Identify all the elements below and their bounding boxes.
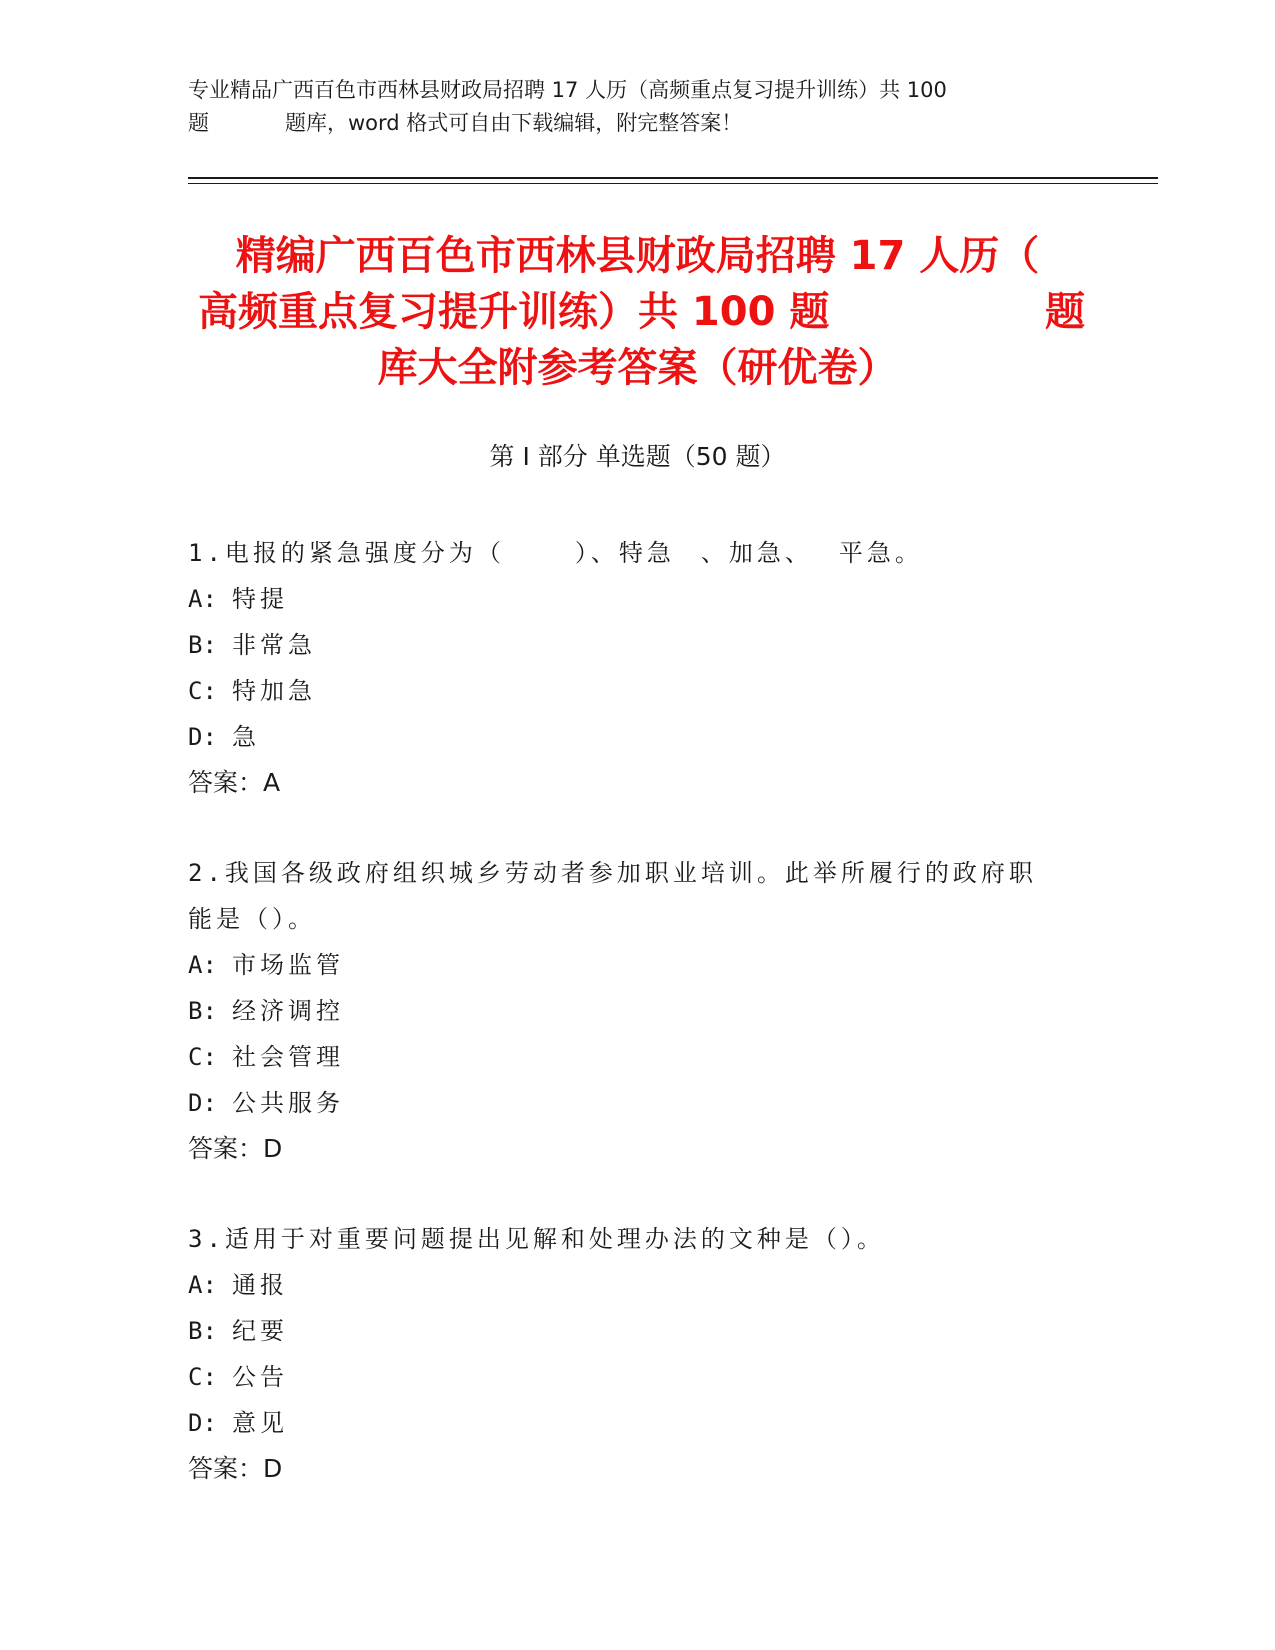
question-1-option-a	[188, 576, 1088, 622]
option-letter: A:	[188, 1271, 217, 1299]
title-line-1: 精编广西百色市西林县财政局招聘 17 人历（	[235, 233, 1040, 279]
option-text: 通报	[232, 1271, 288, 1299]
question-3-option-b	[188, 1308, 1088, 1354]
title-line-3: 库大全附参考答案（研优卷）	[377, 345, 898, 391]
question-2-stem-line-1: 2.我国各级政府组织城乡劳动者参加职业培训。此举所履行的政府职	[188, 859, 1037, 887]
option-letter: C:	[188, 1363, 217, 1391]
header-line-2	[188, 107, 1068, 140]
header-rule-thick	[188, 177, 1158, 179]
question-1-stem-part-c: 、加急、	[700, 539, 813, 567]
option-letter: D:	[188, 1089, 217, 1117]
option-letter: B:	[188, 631, 217, 659]
option-text: 公告	[232, 1363, 288, 1391]
option-letter: B:	[188, 1317, 217, 1345]
title-line-2	[180, 284, 1095, 340]
question-1-option-b	[188, 622, 1088, 668]
option-text: 公共服务	[232, 1089, 344, 1117]
question-2	[188, 850, 1088, 1172]
title-line-2-main: 高频重点复习提升训练）共 100 题	[198, 289, 830, 335]
question-list	[188, 530, 1088, 1536]
question-3-option-c	[188, 1354, 1088, 1400]
question-2-answer: 答案：D	[188, 1134, 283, 1163]
question-1-option-c	[188, 668, 1088, 714]
header-line-2-start: 题	[188, 111, 209, 135]
option-letter: C:	[188, 677, 217, 705]
option-text: 特提	[232, 585, 288, 613]
question-3-stem-line-1: 3.适用于对重要问题提出见解和处理办法的文种是（）。	[188, 1225, 885, 1253]
question-3-answer: 答案：D	[188, 1454, 283, 1483]
option-text: 非常急	[232, 631, 316, 659]
question-1-stem-part-b: ）、特急	[574, 539, 675, 567]
document-title	[180, 228, 1095, 396]
option-text: 急	[232, 723, 260, 751]
option-letter: D:	[188, 1409, 217, 1437]
section-title: 第 I 部分 单选题（50 题）	[489, 442, 786, 471]
option-text: 纪要	[232, 1317, 288, 1345]
question-1-stem	[188, 530, 1088, 576]
option-text: 社会管理	[232, 1043, 344, 1071]
question-2-option-c	[188, 1034, 1088, 1080]
title-line-2-end: 题	[1045, 289, 1085, 335]
header-line-2-end: 题库，word 格式可自由下载编辑，附完整答案！	[285, 111, 743, 135]
question-3	[188, 1216, 1088, 1492]
option-letter: D:	[188, 723, 217, 751]
question-1	[188, 530, 1088, 806]
option-text: 经济调控	[232, 997, 344, 1025]
option-text: 意见	[232, 1409, 288, 1437]
option-letter: C:	[188, 1043, 217, 1071]
option-letter: A:	[188, 951, 217, 979]
option-text: 市场监管	[232, 951, 344, 979]
option-letter: B:	[188, 997, 217, 1025]
question-3-option-a	[188, 1262, 1088, 1308]
option-letter: A:	[188, 585, 217, 613]
question-1-answer: 答案：A	[188, 768, 281, 797]
question-2-option-d	[188, 1080, 1088, 1126]
page-header	[188, 74, 1068, 140]
header-rule-thin	[188, 183, 1158, 184]
question-1-stem-part-d: 平急。	[838, 539, 923, 567]
question-1-stem-part-a: 1.电报的紧急强度分为（	[188, 539, 505, 567]
question-2-option-b	[188, 988, 1088, 1034]
header-line-1: 专业精品广西百色市西林县财政局招聘 17 人历（高频重点复习提升训练）共 100	[188, 78, 947, 102]
question-3-option-d	[188, 1400, 1088, 1446]
question-2-option-a	[188, 942, 1088, 988]
question-1-option-d	[188, 714, 1088, 760]
question-2-stem-line-2: 能是（）。	[188, 905, 316, 933]
option-text: 特加急	[232, 677, 316, 705]
